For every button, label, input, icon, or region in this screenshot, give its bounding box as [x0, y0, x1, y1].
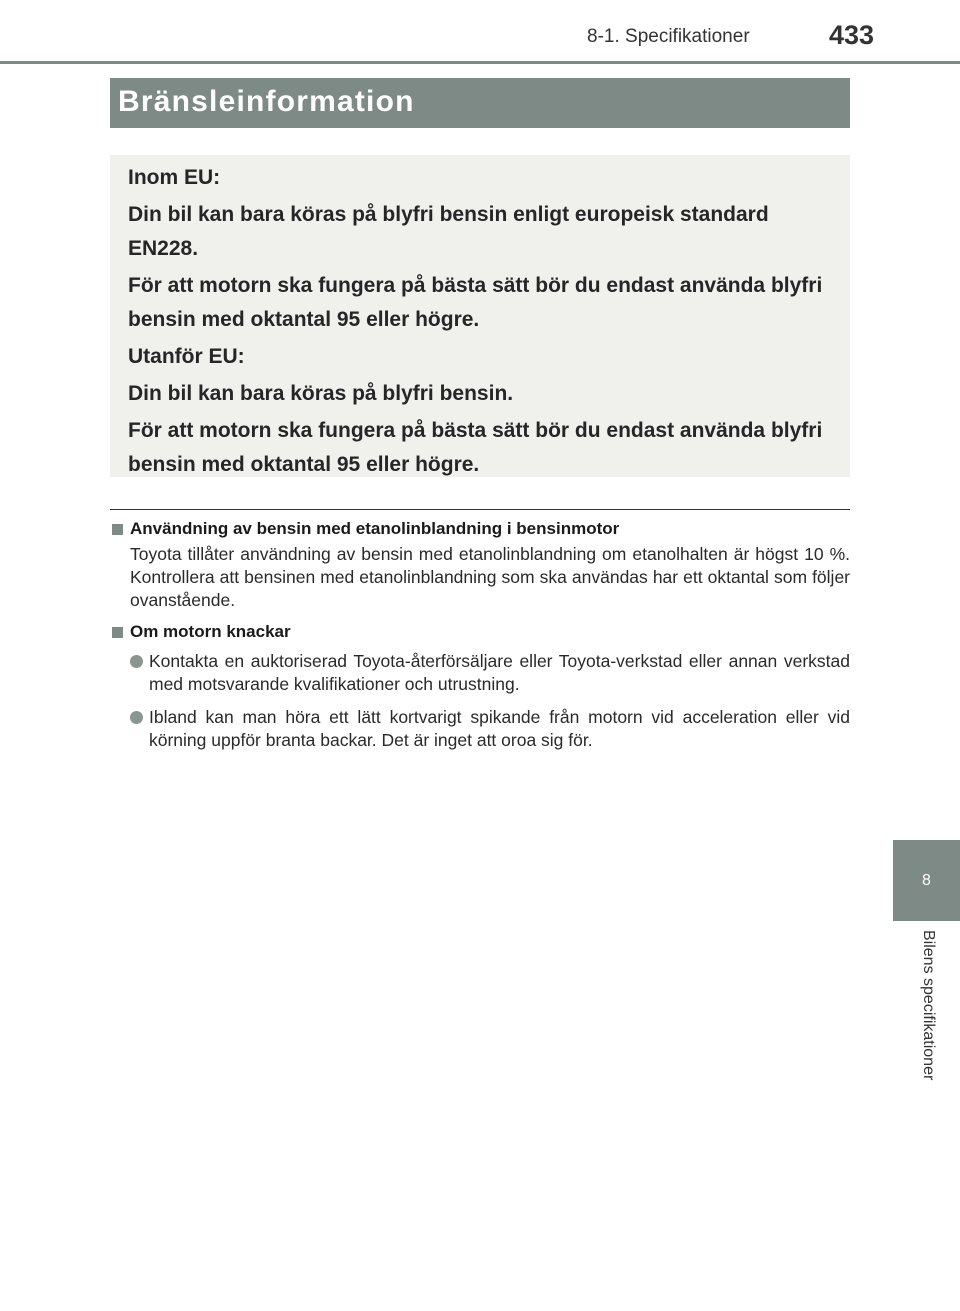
section-divider	[110, 509, 850, 510]
section-heading-text: Om motorn knackar	[130, 622, 291, 641]
info-heading-outside-eu: Utanför EU:	[128, 345, 245, 368]
info-heading-eu: Inom EU:	[128, 166, 221, 189]
square-bullet-icon	[112, 627, 123, 638]
list-item-text: Kontakta en auktoriserad Toyota-återförsäljare eller Toyota-verkstad eller annan verkstad med motsvarande kvalifikationer och utrustning.	[149, 651, 850, 694]
title-bar	[110, 78, 850, 128]
info-line: För att motorn ska fungera på bästa sätt bör du endast använda blyfri bensin med oktantal 95 eller högre.	[128, 419, 823, 476]
section-heading	[110, 517, 850, 541]
circle-bullet-icon	[130, 655, 143, 668]
list-item-text: Ibland kan man höra ett lätt kortvarigt spikande från motorn vid acceleration eller vid körning uppför branta backar. Det är inget att oroa sig för.	[149, 707, 850, 750]
square-bullet-icon	[112, 524, 123, 535]
content	[110, 517, 850, 752]
info-line: För att motorn ska fungera på bästa sätt bör du endast använda blyfri bensin med oktantal 95 eller högre.	[128, 274, 823, 331]
chapter-tab	[893, 840, 960, 921]
info-line: Din bil kan bara köras på blyfri bensin enligt europeisk standard EN228.	[128, 203, 769, 260]
header-section-title: 8-1. Specifikationer	[587, 26, 750, 47]
chapter-name: Bilens specifikationer	[920, 930, 937, 1081]
circle-bullet-icon	[130, 711, 143, 724]
header-divider	[0, 61, 960, 64]
section-heading-text: Användning av bensin med etanolinblandning i bensinmotor	[130, 519, 620, 538]
list-item	[130, 706, 850, 752]
chapter-number: 8	[922, 871, 931, 889]
page-number: 433	[829, 20, 875, 50]
fuel-info-box	[110, 155, 850, 477]
info-line: Din bil kan bara köras på blyfri bensin.	[128, 382, 514, 405]
section-heading	[110, 620, 850, 644]
list-item	[130, 650, 850, 696]
section-paragraph: Toyota tillåter användning av bensin med etanolinblandning om etanolhalten är högst 10 %. Kontrollera att bensinen med etanolinblandning som ska användas har ett oktantal som följer ovanstående.	[130, 544, 850, 610]
chapter-name-tab	[893, 930, 960, 1130]
page-title: Bränsleinformation	[118, 85, 415, 118]
